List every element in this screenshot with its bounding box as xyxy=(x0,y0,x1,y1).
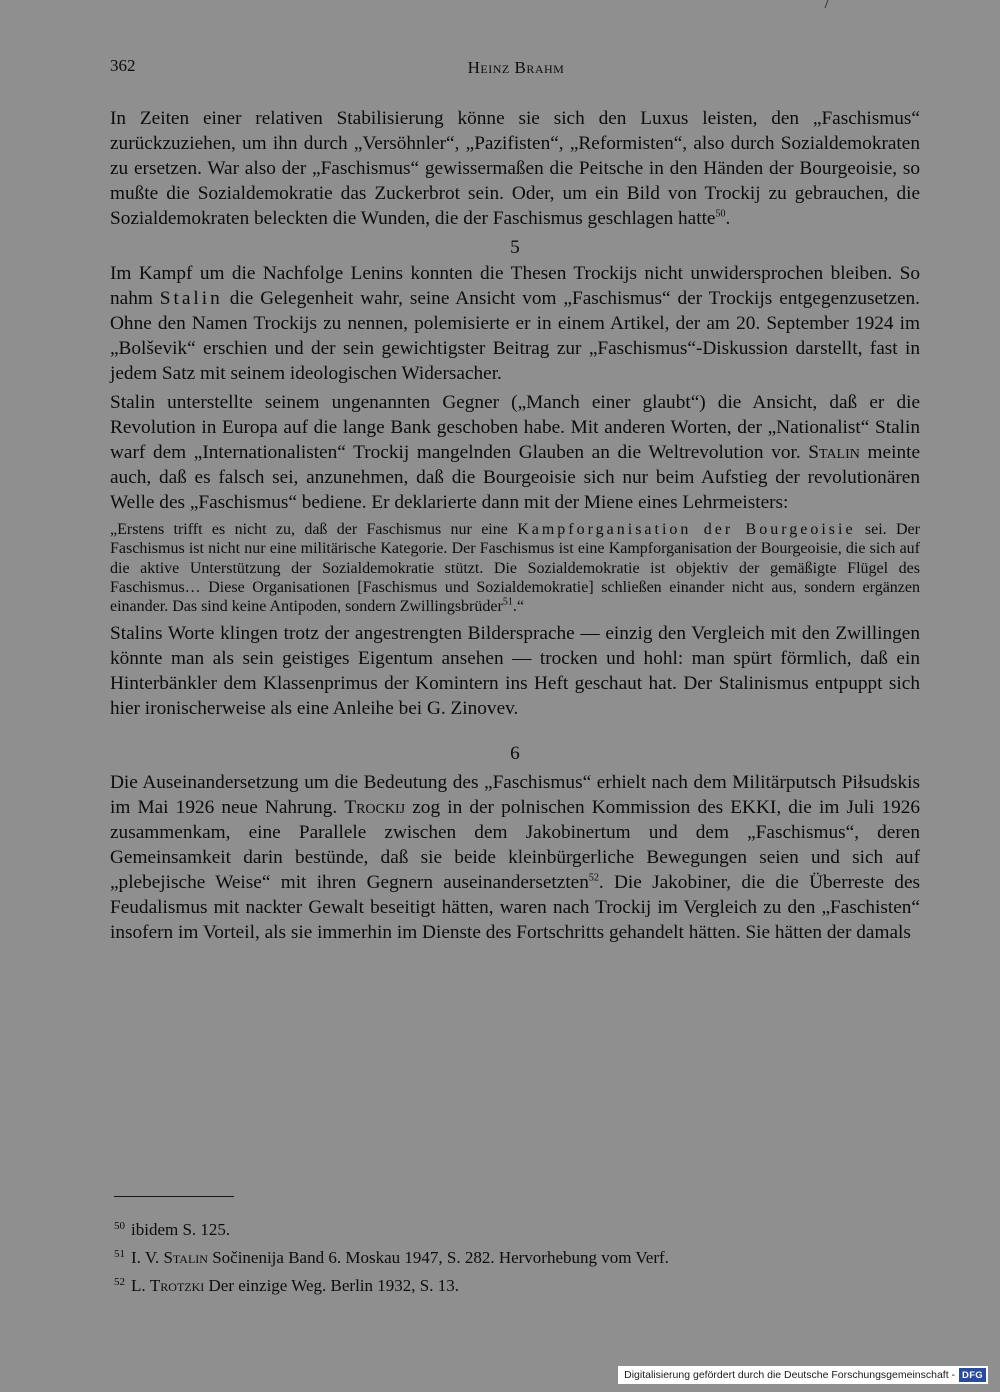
emphasized-phrase: Kampforganisation der Bourgeoisie xyxy=(517,521,856,538)
footnote-ref-51: 51 xyxy=(502,596,513,608)
emphasized-name: Stalin xyxy=(159,288,223,309)
small-caps-name: Stalin xyxy=(808,442,860,463)
paragraph-text: die Gelegenheit wahr, seine Ansicht vom „Faschismus“ der Trockijs entgegenzusetzen. Ohne den Namen Trockijs zu nennen, polemisierte er in einem Artikel, der am 20. September 1924 im „Bolševik“ erschien und der sein gewichtigster Beitrag zur „Faschismus“-Diskussion darstellt, fast in jedem Satz mit seinem ideologischen Widersacher. xyxy=(110,288,920,384)
paragraph-text: In Zeiten einer relativen Stabilisierung könne sie sich den Luxus leisten, den „Faschismus“ zurückzuziehen, um ihn durch „Versöhnler“, „Pazifisten“, „Reformisten“, also durch Sozialdemokraten zu ersetzen. War also der „Faschismus“ gewissermaßen die Peitsche in den Händen der Bourgeoisie, so mußte die Sozialdemokratie das Zuckerbrot sein. Oder, um ein Bild von Trockij zu gebrauchen, die Sozialdemokraten beleckten die Wunden, die der Faschismus geschlagen hatte xyxy=(110,108,920,229)
page-number: 362 xyxy=(110,56,136,75)
paragraph-text: Im Kampf um die Nachfolge Lenins konnten die Thesen Trockijs nicht unwidersprochen bleiben. So nahm xyxy=(110,263,920,309)
paragraph-text: meinte auch, daß es falsch sei, anzunehmen, daß die Bourgeoisie sich nur beim Aufstieg der revolutionären Welle des „Faschismus“ bediene. Er deklarierte dann mit der Miene eines Lehrmeisters: xyxy=(110,442,921,513)
quote-text: „Erstens trifft es nicht zu, daß der Faschismus nur eine xyxy=(110,521,518,538)
page-body xyxy=(110,106,920,945)
footnote-ref-52: 52 xyxy=(588,873,599,885)
footnote-text: ibidem S. 125. xyxy=(131,1220,231,1239)
footnote-51 xyxy=(114,1242,914,1270)
funding-notice xyxy=(618,1366,988,1384)
block-quote xyxy=(110,520,920,616)
small-caps-name: Trockij xyxy=(344,797,406,819)
paragraph-3 xyxy=(110,390,920,515)
quote-text: .“ xyxy=(512,598,524,616)
paragraph-text: Stalin unterstellte seinem ungenannten Gegner („Manch einer glaubt“) die Ansicht, daß er die Revolution in Europa auf die lange Bank geschoben habe. Mit anderen Worten, der „Nationalist“ Stalin warf dem „Internationalisten“ Trockij mangelnden Glauben an die Weltrevolution vor. xyxy=(110,392,920,463)
footnote-text: I. V. xyxy=(131,1248,164,1267)
footnote-author: Trotzki xyxy=(149,1276,205,1295)
running-head: Heinz Brahm xyxy=(467,58,565,77)
footnote-text: L. xyxy=(131,1276,150,1295)
footnote-text: Sočinenija Band 6. Moskau 1947, S. 282. Hervorhebung vom Verf. xyxy=(207,1248,669,1267)
scan-artifact-mark xyxy=(815,0,829,8)
footnote-mark: 52 xyxy=(114,1276,125,1288)
paragraph-4: Stalins Worte klingen trotz der angestrengten Bildersprache — einzig den Vergleich mit den Zwillingen könnte man als sein geistiges Eigentum ansehen — trocken und hohl: man spürt förmlich, daß ein Hinterbänkler dem Klassenprimus der Komintern ins Heft geschaut hat. Der Stalinismus entpuppt sich hier ironischerweise als eine Anleihe bei G. Zinovev. xyxy=(110,623,920,720)
paragraph-2 xyxy=(110,261,920,386)
footnote-mark: 51 xyxy=(114,1248,125,1260)
section-number-5: 5 xyxy=(510,237,520,258)
footnote-52 xyxy=(114,1270,914,1298)
funding-text: Digitalisierung gefördert durch die Deutsche Forschungsgemeinschaft - xyxy=(624,1369,956,1381)
paragraph-text: . xyxy=(725,208,731,229)
quote-text: sei. Der Faschismus ist nicht nur eine militärische Kategorie. Der Faschismus ist eine Kampforganisation der Bourgeoisie, die sich auf die aktive Unterstützung der Sozialdemokratie stützt. Die Sozialdemokratie ist objektiv der gemäßigte Flügel des Faschismus… Diese Organisationen [Faschismus und Sozialdemokratie] schließen einander nicht aus, sondern ergänzen einander. Das sind keine Antipoden, sondern Zwillingsbrüder xyxy=(110,521,920,616)
dfg-logo: DFG xyxy=(959,1368,986,1382)
footnote-ref-50: 50 xyxy=(715,208,726,220)
footnotes xyxy=(114,1214,914,1298)
footnote-author: Stalin xyxy=(163,1248,208,1267)
footnote-text: Der einzige Weg. Berlin 1932, S. 13. xyxy=(204,1276,459,1295)
paragraph-5 xyxy=(110,770,920,945)
paragraph-text: zog in der polnischen Kommission des EKKI, die im Juli 1926 zusammenkam, eine Parallele zwischen dem Jakobinertum und dem „Faschismus“, deren Gemeinsamkeit darin bestünde, daß sie beide kleinbürgerliche Bewegungen seien und sich auf „plebejische Weise“ mit ihren Gegnern auseinandersetzten xyxy=(110,797,920,894)
paragraph-text: . Die Jakobiner, die die Überreste des Feudalismus mit nackter Gewalt beseitigt hätten, waren nach Trockij im Vergleich zu den „Faschisten“ insofern im Vorteil, als sie immerhin im Dienste des Fortschritts gehandelt hätten. Sie hätten der damals xyxy=(110,872,921,944)
paragraph-1 xyxy=(110,106,920,231)
section-number-6: 6 xyxy=(510,743,520,765)
paragraph-text: Die Auseinandersetzung um die Bedeutung des „Faschismus“ erhielt nach dem Militärputsch Piłsudskis im Mai 1926 neue Nahrung. xyxy=(110,772,920,819)
footnote-mark: 50 xyxy=(114,1220,125,1232)
footnote-50 xyxy=(114,1214,914,1242)
footnote-divider xyxy=(114,1196,234,1197)
page-header xyxy=(110,56,922,80)
